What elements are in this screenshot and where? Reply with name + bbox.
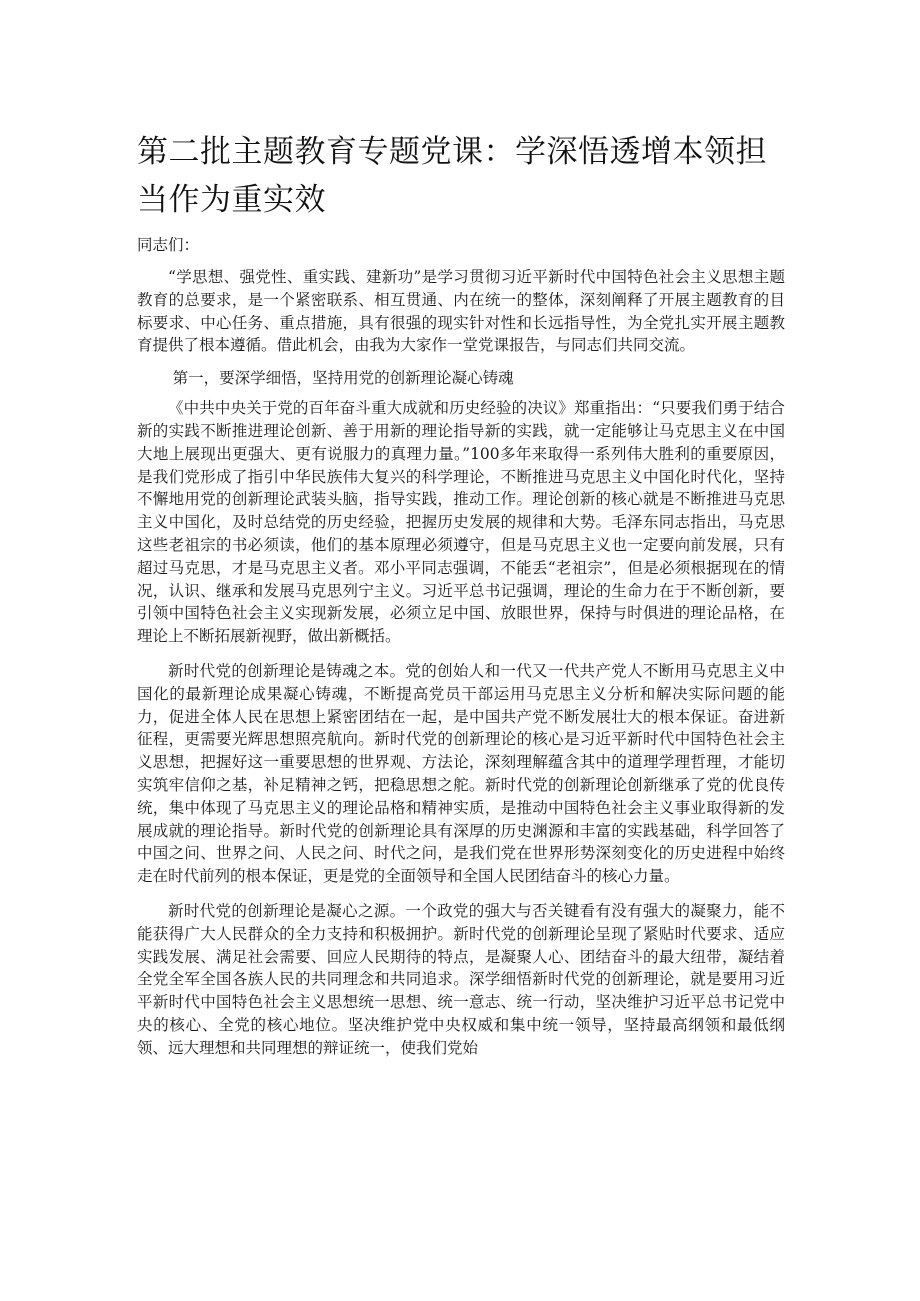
body-paragraph: 新时代党的创新理论是铸魂之本。党的创始人和一代又一代共产党人不断用马克思主义中国化的最新理论成果凝心铸魂，不断提高党员干部运用马克思主义分析和解决实际问题的能力，促进全体人民在思想上紧密团结在一起，是中国共产党不断发展壮大的根本保证。奋进新征程，更需要光辉思想照亮航向。新时代党的创新理论的核心是习近平新时代中国特色社会主义思想，把握好这一重要思想的世界观、方法论，深刻理解蕴含其中的道理学理哲理，才能切实筑牢信仰之基，补足精神之钙，把稳思想之舵。新时代党的创新理论创新继承了党的优良传统，集中体现了马克思主义的理论品格和精神实质，是推动中国特色社会主义事业取得新的发展成就的理论指导。新时代党的创新理论具有深厚的历史渊源和丰富的实践基础，科学回答了中国之问、世界之问、人民之问、时代之问，是我们党在世界形势深刻变化的历史进程中始终走在时代前列的根本保证，更是党的全面领导和全国人民团结奋斗的核心力量。 [137,661,785,886]
intro-paragraph: “学思想、强党性、重实践、建新功”是学习贯彻习近平新时代中国特色社会主义思想主题教育的总要求，是一个紧密联系、相互贯通、内在统一的整体，深刻阐释了开展主题教育的目标要求、中心任务、重点措施，具有很强的现实针对性和长远指导性，为全党扎实开展主题教育提供了根本遵循。借此机会，由我为大家作一堂党课报告，与同志们共同交流。 [137,268,785,355]
body-paragraph: 《中共中央关于党的百年奋斗重大成就和历史经验的决议》郑重指出：“只要我们勇于结合新的实践不断推进理论创新、善于用新的理论指导新的实践，就一定能够让马克思主义在中国大地上展现出更强大、更有说服力的真理力量。”100多年来取得一系列伟大胜利的重要原因，是我们党形成了指引中华民族伟大复兴的科学理论，不断推进马克思主义中国化时代化，坚持不懈地用党的创新理论武装头脑，指导实践，推动工作。理论创新的核心就是不断推进马克思主义中国化，及时总结党的历史经验，把握历史发展的规律和大势。毛泽东同志指出，马克思这些老祖宗的书必须读，他们的基本原理必须遵守，但是马克思主义也一定要向前发展，只有超过马克思，才是马克思主义者。邓小平同志强调，不能丢“老祖宗”，但是必须根据现在的情况，认识、继承和发展马克思列宁主义。习近平总书记强调，理论的生命力在于不断创新，要引领中国特色社会主义实现新发展，必须立足中国、放眼世界，保持与时俱进的理论品格，在理论上不断拓展新视野，做出新概括。 [137,399,785,646]
document-page [137,128,785,1070]
body-paragraph: 新时代党的创新理论是凝心之源。一个政党的强大与否关键看有没有强大的凝聚力，能不能获得广大人民群众的全力支持和积极拥护。新时代党的创新理论呈现了紧贴时代要求、适应实践发展、满足社会需要、回应人民期待的特点，是凝聚人心、团结奋斗的最大纽带，凝结着全党全军全国各族人民的共同理念和共同追求。深学细悟新时代党的创新理论，就是要用习近平新时代中国特色社会主义思想统一思想、统一意志、统一行动，坚决维护习近平总书记党中央的核心、全党的核心地位。坚决维护党中央权威和集中统一领导，坚持最高纲领和最低纲领、远大理想和共同理想的辩证统一，使我们党始 [137,901,785,1057]
document-title: 第二批主题教育专题党课：学深悟透增本领担当作为重实效 [137,134,767,218]
salutation: 同志们： [137,236,200,254]
section-heading-1: 第一，要深学细悟，坚持用党的创新理论凝心铸魂 [172,369,514,388]
